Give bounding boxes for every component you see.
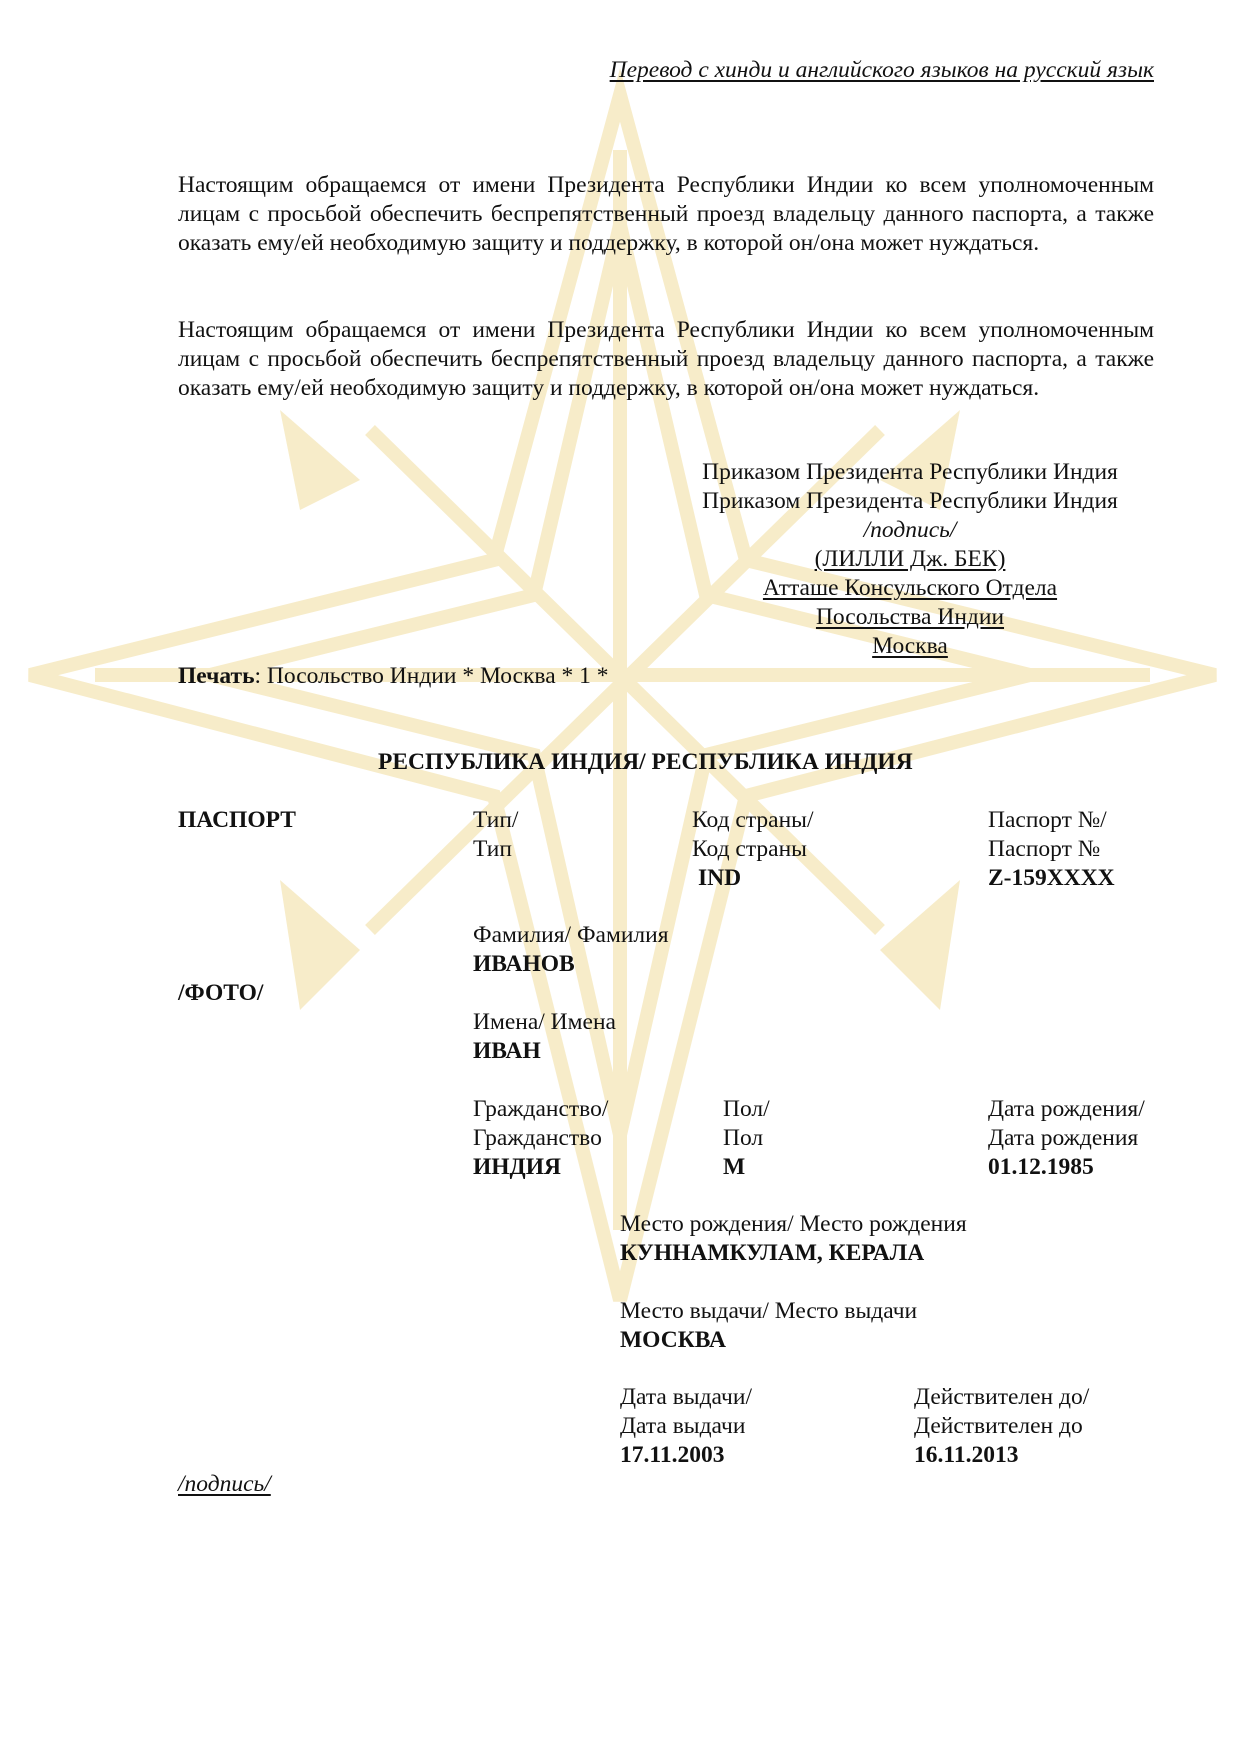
doi-value: 17.11.2003 — [620, 1442, 725, 1468]
stamp-line — [178, 662, 609, 691]
surname-label: Фамилия/ Фамилия — [473, 922, 669, 948]
given-names-label: Имена/ Имена — [473, 1009, 616, 1035]
nationality-label-2: Гражданство — [473, 1125, 602, 1151]
authority-embassy: Посольства Индии — [815, 604, 1005, 630]
authority-position: Атташе Консульского Отдела — [762, 575, 1058, 601]
poi-label: Место выдачи/ Место выдачи — [620, 1298, 918, 1324]
type-label-2: Тип — [473, 836, 512, 862]
country-code-value: IND — [698, 865, 742, 891]
passport-no-value: Z-159XXXX — [988, 865, 1115, 891]
type-label-1: Тип/ — [473, 807, 519, 833]
doi-label-1: Дата выдачи/ — [620, 1384, 752, 1410]
country-code-label-2: Код страны — [692, 836, 807, 862]
authority-name: (ЛИЛЛИ Дж. БЕК) — [814, 546, 1006, 572]
passport-no-label-1: Паспорт №/ — [988, 807, 1107, 833]
photo-placeholder: /ФОТО/ — [178, 980, 264, 1006]
passport-doc-label: ПАСПОРТ — [178, 807, 296, 833]
holder-signature: /подпись/ — [178, 1471, 271, 1497]
poi-value: МОСКВА — [620, 1327, 726, 1353]
passport-heading: РЕСПУБЛИКА ИНДИЯ/ РЕСПУБЛИКА ИНДИЯ — [378, 749, 913, 775]
dob-label-2: Дата рождения — [988, 1125, 1139, 1151]
given-names-value: ИВАН — [473, 1038, 541, 1064]
authority-signature: /подпись/ — [863, 517, 957, 543]
expiry-label-1: Действителен до/ — [914, 1384, 1090, 1410]
authority-line-1: Приказом Президента Республики Индия — [702, 459, 1118, 485]
expiry-value: 16.11.2013 — [914, 1442, 1019, 1468]
request-paragraph-1: Настоящим обращаемся от имени Президента Республики Индии ко всем уполномоченным лицам с просьбой обеспечить беспрепятственный проезд владельцу данного паспорта, а также оказать ему/ей необходимую защиту и поддержку, в которой он/она может нуждаться. — [178, 172, 1154, 256]
pob-label: Место рождения/ Место рождения — [620, 1211, 967, 1237]
request-paragraph-2: Настоящим обращаемся от имени Президента Республики Индии ко всем уполномоченным лицам с просьбой обеспечить беспрепятственный проезд владельцу данного паспорта, а также оказать ему/ей необходимую защиту и поддержку, в которой он/она может нуждаться. — [178, 317, 1154, 401]
surname-value: ИВАНОВ — [473, 951, 575, 977]
sex-value: М — [723, 1154, 746, 1180]
passport-no-label-2: Паспорт № — [988, 836, 1101, 862]
translation-note: Перевод с хинди и английского языков на русский язык — [609, 57, 1154, 83]
stamp-text: : Посольство Индии * Москва * 1 * — [254, 663, 609, 689]
stamp-label: Печать — [178, 663, 255, 689]
expiry-label-2: Действителен до — [914, 1413, 1083, 1439]
authority-block — [650, 458, 1170, 661]
country-code-label-1: Код страны/ — [692, 807, 814, 833]
authority-line-2: Приказом Президента Республики Индия — [702, 488, 1118, 514]
doi-label-2: Дата выдачи — [620, 1413, 746, 1439]
nationality-value: ИНДИЯ — [473, 1154, 561, 1180]
dob-label-1: Дата рождения/ — [988, 1096, 1145, 1122]
sex-label-2: Пол — [723, 1125, 764, 1151]
nationality-label-1: Гражданство/ — [473, 1096, 609, 1122]
dob-value: 01.12.1985 — [988, 1154, 1094, 1180]
sex-label-1: Пол/ — [723, 1096, 770, 1122]
authority-city: Москва — [872, 633, 948, 659]
pob-value: КУННАМКУЛАМ, КЕРАЛА — [620, 1240, 925, 1266]
